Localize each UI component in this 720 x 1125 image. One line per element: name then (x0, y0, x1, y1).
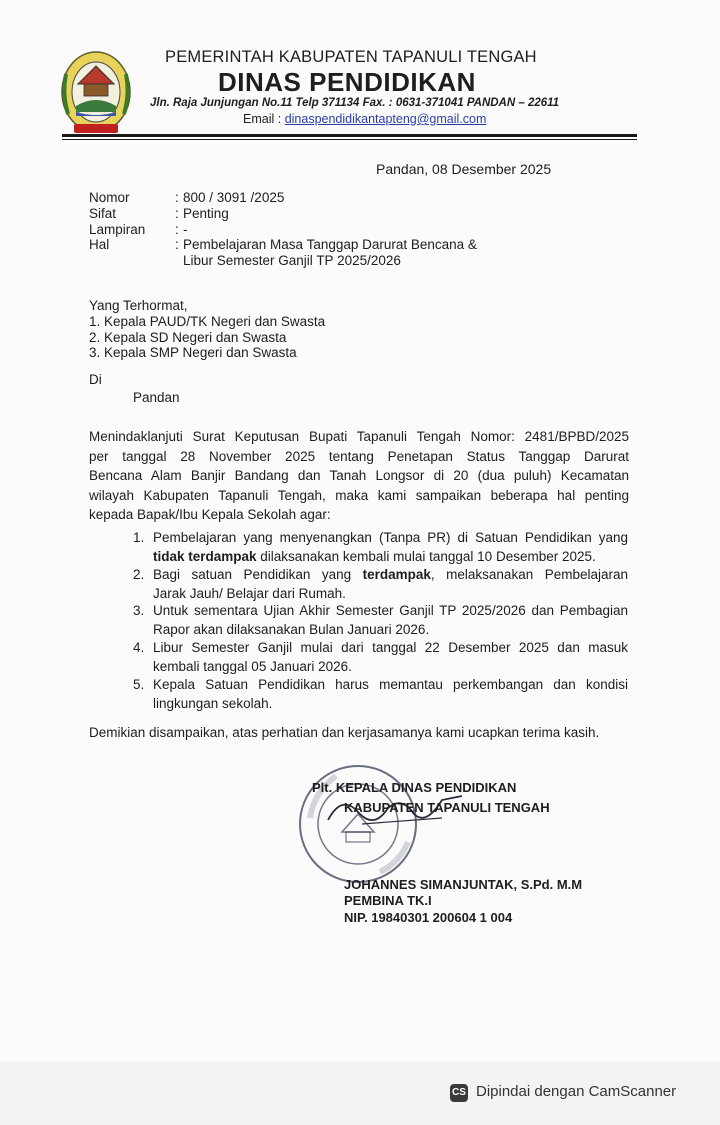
meta-row-nomor (89, 190, 609, 207)
point-line: Kepala Satuan Pendidikan harus memantau perkembangan dan kondisi (153, 677, 628, 692)
point-line: Libur Semester Ganjil mulai dari tanggal 22 Desember 2025 dan masuk (153, 640, 628, 655)
recipient-di: Di (89, 372, 102, 387)
meta-value: - (183, 222, 188, 237)
signatory-title-1: Plt. KEPALA DINAS PENDIDIKAN (312, 780, 517, 795)
meta-row-hal (89, 237, 609, 254)
point-line (153, 565, 628, 584)
point-bold: tidak terdampak (153, 549, 257, 564)
point-number: 2. (133, 567, 145, 582)
point-item (133, 528, 628, 568)
point-text: , melaksanakan Pembelajaran (430, 567, 628, 582)
body-line: Menindaklanjuti Surat Keputusan Bupati Tapanuli Tengah Nomor: 2481/BPBD/2025 (89, 429, 629, 444)
point-text: Bagi satuan Pendidikan yang (153, 567, 363, 582)
point-text: dilaksanakan kembali mulai tanggal 10 Desember 2025. (256, 549, 596, 564)
closing-sentence: Demikian disampaikan, atas perhatian dan kerjasamanya kami ucapkan terima kasih. (89, 725, 600, 740)
point-item (133, 675, 628, 715)
meta-colon: : (175, 190, 179, 205)
camscanner-text: Dipindai dengan CamScanner (476, 1083, 677, 1100)
body-paragraph (89, 427, 629, 525)
meta-label: Lampiran (89, 222, 146, 237)
point-line: Rapor akan dilaksanakan Bulan Januari 2026. (153, 622, 430, 637)
meta-value: Pembelajaran Masa Tanggap Darurat Bencana & (183, 237, 477, 252)
email-label: Email : (243, 112, 285, 126)
letterhead-address: Jln. Raja Junjungan No.11 Telp 371134 Fax. : 0631-371041 PANDAN – 22611 (150, 97, 560, 109)
email-link[interactable]: dinaspendidikantapteng@gmail.com (284, 112, 487, 126)
recipient-item: 3. Kepala SMP Negeri dan Swasta (89, 345, 297, 360)
body-line: kepada Bapak/Ibu Kepala Sekolah agar: (89, 507, 331, 522)
body-line: per tanggal 28 November 2025 tentang Penetapan Status Tanggap Darurat (89, 448, 629, 464)
meta-hal-line2: Libur Semester Ganjil TP 2025/2026 (183, 253, 401, 268)
recipient-item: 2. Kepala SD Negeri dan Swasta (89, 330, 287, 345)
meta-row-sifat (89, 206, 609, 223)
letter-date: Pandan, 08 Desember 2025 (376, 161, 552, 177)
body-line: wilayah Kabupaten Tapanuli Tengah, maka kami sampaikan beberapa hal penting (89, 487, 629, 503)
recipient-greeting: Yang Terhormat, (89, 298, 188, 313)
point-line: kembali tanggal 05 Januari 2026. (153, 659, 352, 674)
signatory-rank: PEMBINA TK.I (344, 893, 432, 908)
point-item (133, 638, 628, 678)
point-line: Pembelajaran yang menyenangkan (Tanpa PR) di Satuan Pendidikan yang (153, 530, 628, 545)
body-line: Bencana Alam Banjir Bandang dan Tanah Longsor di 20 (dua puluh) Kecamatan (89, 468, 629, 483)
signatory-nip: NIP. 19840301 200604 1 004 (344, 910, 513, 925)
meta-label: Sifat (89, 206, 117, 221)
letterhead-agency: DINAS PENDIDIKAN (218, 67, 476, 97)
point-item (133, 565, 628, 605)
letterhead-email-line (243, 112, 486, 126)
point-line (153, 547, 628, 566)
meta-value: Penting (183, 206, 229, 221)
point-number: 3. (133, 603, 145, 618)
point-item (133, 601, 628, 641)
letterhead-rule-thick (62, 134, 637, 137)
signatory-title-2: KABUPATEN TAPANULI TENGAH (344, 800, 550, 815)
camscanner-icon: CS (450, 1084, 468, 1102)
meta-colon: : (175, 222, 179, 237)
recipient-place: Pandan (133, 390, 180, 405)
meta-label: Nomor (89, 190, 130, 205)
signatory-name: JOHANNES SIMANJUNTAK, S.Pd. M.M (344, 877, 583, 892)
recipient-item: 1. Kepala PAUD/TK Negeri dan Swasta (89, 314, 326, 329)
point-bold: terdampak (362, 567, 431, 582)
regency-emblem-logo (58, 44, 134, 138)
point-line: lingkungan sekolah. (153, 696, 273, 711)
letterhead-rule-thin (62, 139, 637, 140)
camscanner-watermark (438, 1082, 720, 1106)
point-number: 5. (133, 677, 145, 692)
meta-label: Hal (89, 237, 110, 252)
point-line: Jarak Jauh/ Belajar dari Rumah. (153, 586, 346, 601)
meta-value: 800 / 3091 /2025 (183, 190, 285, 205)
point-number: 4. (133, 640, 145, 655)
point-line: Untuk sementara Ujian Akhir Semester Ganjil TP 2025/2026 dan Pembagian (153, 603, 628, 618)
point-number: 1. (133, 530, 145, 545)
letterhead-government: PEMERINTAH KABUPATEN TAPANULI TENGAH (165, 48, 537, 66)
meta-colon: : (175, 206, 179, 221)
meta-colon: : (175, 237, 179, 252)
